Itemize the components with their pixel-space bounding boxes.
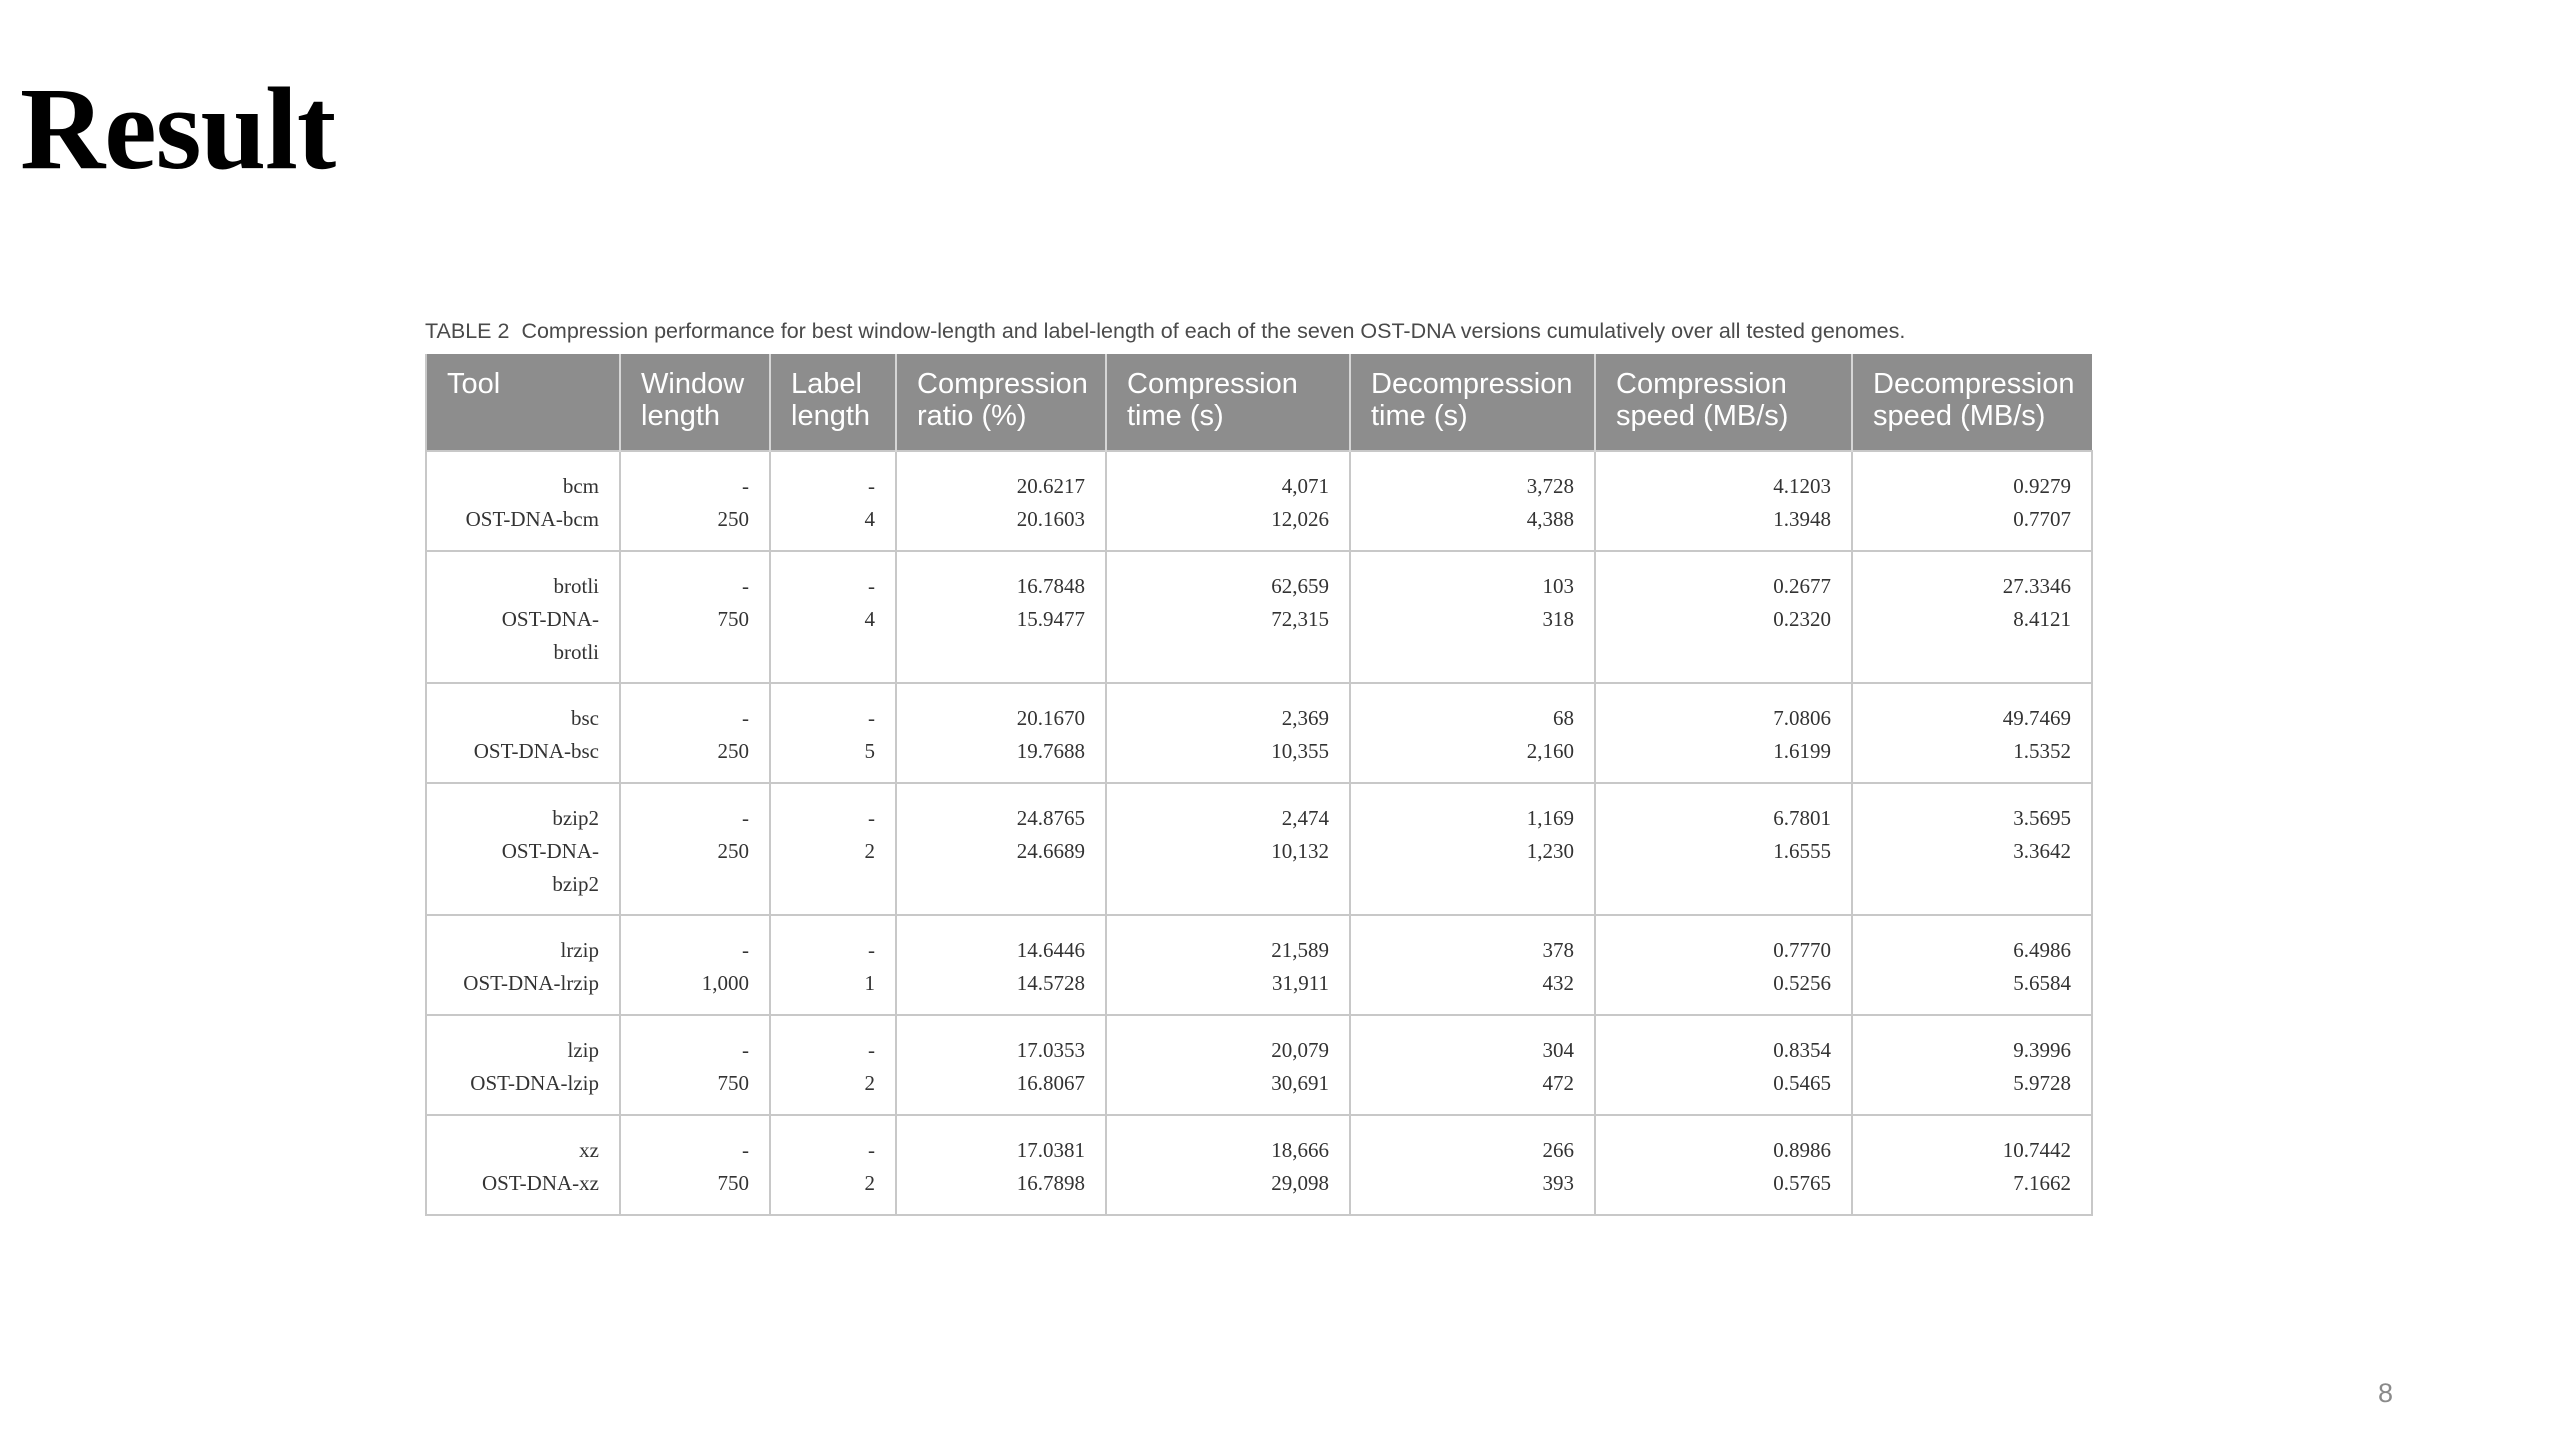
cell-compression-ratio: 17.0353 16.8067: [896, 1015, 1106, 1115]
cell-compression-time: 2,369 10,355: [1106, 683, 1350, 783]
cell-window-length: - 750: [620, 1015, 770, 1115]
cell-window-length: - 250: [620, 683, 770, 783]
cell-compression-time: 2,474 10,132: [1106, 783, 1350, 915]
cell-tool: bsc OST-DNA-bsc: [426, 683, 620, 783]
column-header-compression-time: Compression time (s): [1106, 354, 1350, 451]
cell-compression-ratio: 16.7848 15.9477: [896, 551, 1106, 683]
table-row: [426, 1115, 2092, 1215]
slide-title: Result: [20, 63, 336, 194]
cell-compression-speed: 0.8986 0.5765: [1595, 1115, 1852, 1215]
column-header-window-length: Window length: [620, 354, 770, 451]
cell-decompression-speed: 0.9279 0.7707: [1852, 451, 2092, 551]
cell-window-length: - 250: [620, 451, 770, 551]
cell-label-length: - 2: [770, 1115, 896, 1215]
cell-compression-time: 21,589 31,911: [1106, 915, 1350, 1015]
table-body: [426, 451, 2092, 1215]
cell-decompression-speed: 3.5695 3.3642: [1852, 783, 2092, 915]
cell-label-length: - 2: [770, 1015, 896, 1115]
cell-label-length: - 1: [770, 915, 896, 1015]
column-header-label-length: Label length: [770, 354, 896, 451]
cell-decompression-time: 304 472: [1350, 1015, 1595, 1115]
cell-tool: brotli OST-DNA- brotli: [426, 551, 620, 683]
column-header-decompression-speed: Decompression speed (MB/s): [1852, 354, 2092, 451]
cell-compression-time: 18,666 29,098: [1106, 1115, 1350, 1215]
table-row: [426, 915, 2092, 1015]
cell-compression-ratio: 14.6446 14.5728: [896, 915, 1106, 1015]
cell-compression-speed: 0.7770 0.5256: [1595, 915, 1852, 1015]
table-caption-text: Compression performance for best window-length and label-length of each of the seven OST-DNA versions cumulatively over all tested genomes.: [521, 319, 1906, 343]
cell-decompression-speed: 6.4986 5.6584: [1852, 915, 2092, 1015]
table-row: [426, 783, 2092, 915]
column-header-compression-speed: Compression speed (MB/s): [1595, 354, 1852, 451]
cell-tool: bzip2 OST-DNA- bzip2: [426, 783, 620, 915]
cell-compression-speed: 0.8354 0.5465: [1595, 1015, 1852, 1115]
column-header-compression-ratio: Compression ratio (%): [896, 354, 1106, 451]
cell-compression-ratio: 24.8765 24.6689: [896, 783, 1106, 915]
cell-compression-time: 62,659 72,315: [1106, 551, 1350, 683]
table-caption: [425, 318, 2075, 345]
cell-decompression-time: 1,169 1,230: [1350, 783, 1595, 915]
cell-window-length: - 250: [620, 783, 770, 915]
cell-compression-speed: 4.1203 1.3948: [1595, 451, 1852, 551]
cell-compression-time: 20,079 30,691: [1106, 1015, 1350, 1115]
cell-compression-ratio: 20.1670 19.7688: [896, 683, 1106, 783]
cell-compression-ratio: 17.0381 16.7898: [896, 1115, 1106, 1215]
table-header-row: [426, 354, 2092, 451]
cell-label-length: - 4: [770, 451, 896, 551]
cell-compression-ratio: 20.6217 20.1603: [896, 451, 1106, 551]
cell-decompression-time: 378 432: [1350, 915, 1595, 1015]
table-row: [426, 451, 2092, 551]
cell-decompression-time: 3,728 4,388: [1350, 451, 1595, 551]
table-caption-label: TABLE 2: [425, 319, 510, 343]
cell-decompression-speed: 27.3346 8.4121: [1852, 551, 2092, 683]
cell-compression-speed: 7.0806 1.6199: [1595, 683, 1852, 783]
cell-label-length: - 4: [770, 551, 896, 683]
cell-compression-speed: 0.2677 0.2320: [1595, 551, 1852, 683]
table-figure: [425, 318, 2095, 1216]
cell-label-length: - 5: [770, 683, 896, 783]
cell-decompression-time: 68 2,160: [1350, 683, 1595, 783]
cell-compression-time: 4,071 12,026: [1106, 451, 1350, 551]
table-row: [426, 1015, 2092, 1115]
cell-decompression-time: 266 393: [1350, 1115, 1595, 1215]
cell-decompression-time: 103 318: [1350, 551, 1595, 683]
cell-tool: bcm OST-DNA-bcm: [426, 451, 620, 551]
column-header-decompression-time: Decompression time (s): [1350, 354, 1595, 451]
cell-window-length: - 1,000: [620, 915, 770, 1015]
column-header-tool: Tool: [426, 354, 620, 451]
cell-label-length: - 2: [770, 783, 896, 915]
cell-window-length: - 750: [620, 1115, 770, 1215]
cell-decompression-speed: 49.7469 1.5352: [1852, 683, 2092, 783]
cell-decompression-speed: 9.3996 5.9728: [1852, 1015, 2092, 1115]
cell-tool: lzip OST-DNA-lzip: [426, 1015, 620, 1115]
table-row: [426, 551, 2092, 683]
cell-compression-speed: 6.7801 1.6555: [1595, 783, 1852, 915]
page-number: 8: [2377, 1378, 2393, 1408]
cell-decompression-speed: 10.7442 7.1662: [1852, 1115, 2092, 1215]
cell-tool: lrzip OST-DNA-lrzip: [426, 915, 620, 1015]
cell-tool: xz OST-DNA-xz: [426, 1115, 620, 1215]
table-row: [426, 683, 2092, 783]
cell-window-length: - 750: [620, 551, 770, 683]
compression-performance-table: [425, 354, 2093, 1216]
